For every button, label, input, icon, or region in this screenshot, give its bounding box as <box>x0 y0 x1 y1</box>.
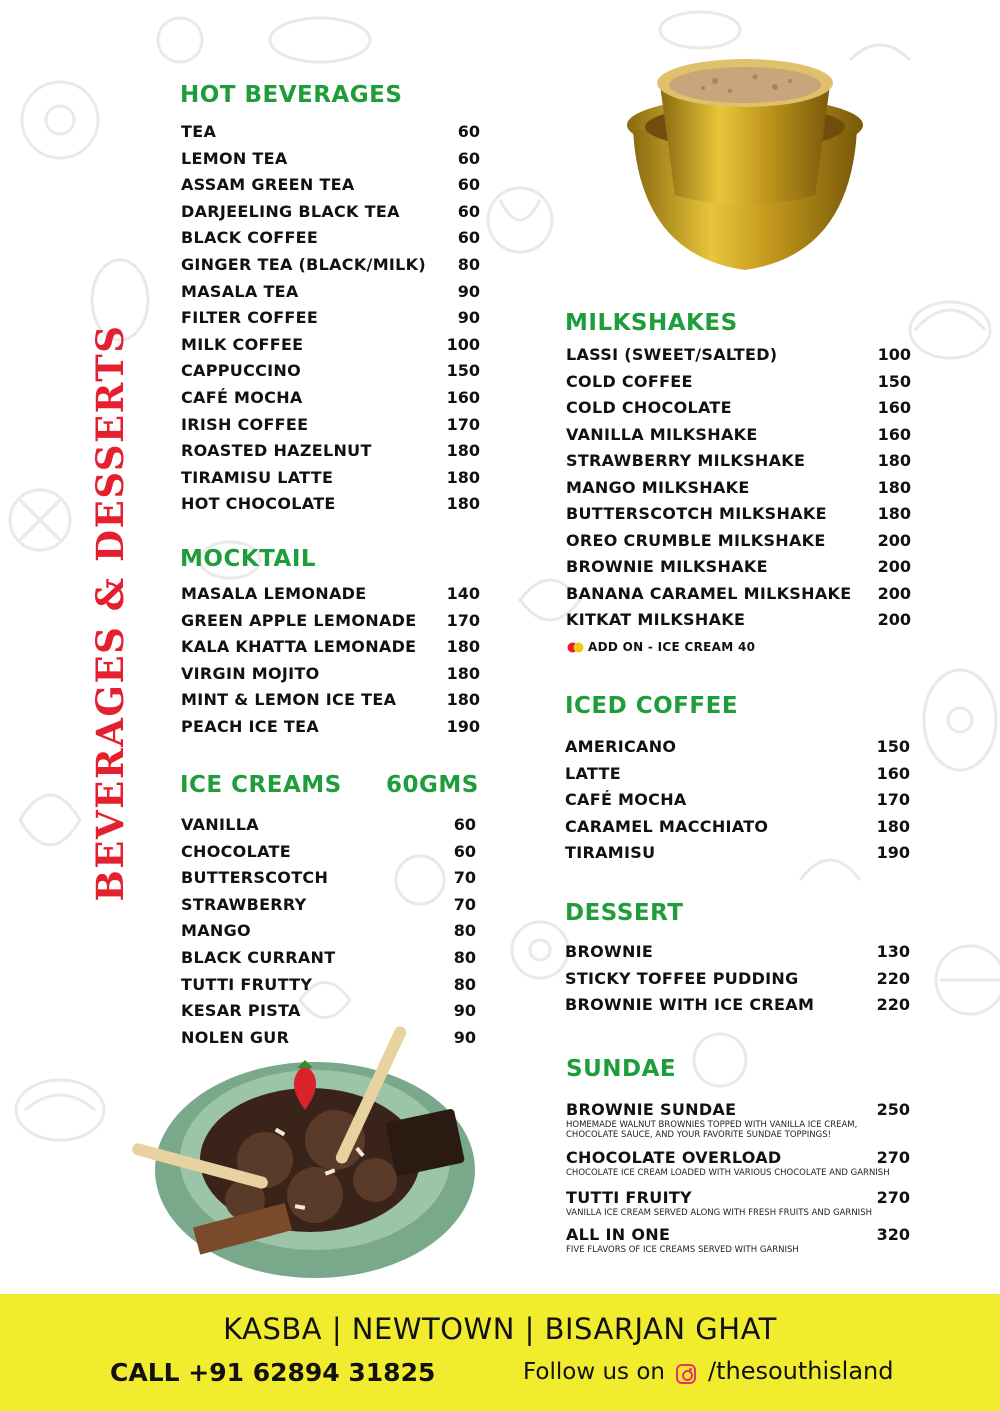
sundae-item-name: ALL IN ONE <box>566 1225 671 1244</box>
menu-item-name: TIRAMISU <box>565 843 656 862</box>
menu-item-name: GREEN APPLE LEMONADE <box>181 610 417 630</box>
menu-item-price: 80 <box>453 974 476 994</box>
menu-item-name: HOT CHOCOLATE <box>181 494 336 514</box>
menu-item-name: BLACK CURRANT <box>181 948 336 967</box>
menu-item-name: PEACH ICE TEA <box>181 717 320 736</box>
dessert-title: DESSERT <box>565 900 684 926</box>
menu-item-name: AMERICANO <box>565 737 677 756</box>
menu-item-name: GINGER TEA (BLACK/MILK) <box>181 255 426 274</box>
menu-item-name: CAFÉ MOCHA <box>565 790 687 809</box>
menu-item-price: 80 <box>453 948 476 967</box>
menu-item-price: 60 <box>457 122 480 141</box>
instagram-icon[interactable] <box>676 1364 696 1384</box>
menu-item-name: KALA KHATTA LEMONADE <box>181 637 417 657</box>
menu-item-price: 170 <box>446 414 480 434</box>
menu-item-name: CARAMEL MACCHIATO <box>565 816 769 836</box>
side-title: BEVERAGES & DESSERTS <box>88 324 132 901</box>
menu-item-price: 180 <box>446 441 480 461</box>
addon-icon <box>567 642 584 653</box>
footer <box>0 1294 1000 1411</box>
menu-item-price: 180 <box>446 637 480 657</box>
menu-item-name: NOLEN GUR <box>181 1027 290 1047</box>
menu-item-name: BROWNIE WITH ICE CREAM <box>565 995 815 1014</box>
menu-item-name: VANILLA MILKSHAKE <box>566 424 758 444</box>
filter-coffee-image <box>615 55 875 285</box>
menu-item-name: CAFÉ MOCHA <box>181 388 303 407</box>
menu-item-name: VANILLA <box>181 815 259 834</box>
menu-item-price: 60 <box>453 841 476 861</box>
menu-item-name: BROWNIE MILKSHAKE <box>566 557 768 576</box>
menu-item-name: BUTTERSCOTCH MILKSHAKE <box>566 504 827 523</box>
menu-item-price: 180 <box>446 494 480 514</box>
hot-beverages-title: HOT BEVERAGES <box>180 82 403 108</box>
menu-item-price: 130 <box>876 942 910 961</box>
menu-item-price: 60 <box>457 201 480 221</box>
sundae-item-description: CHOCOLATE ICE CREAM LOADED WITH VARIOUS CHOCOLATE AND GARNISH <box>566 1168 890 1178</box>
menu-item-name: LEMON TEA <box>181 148 288 168</box>
menu-item-price: 170 <box>876 790 910 809</box>
menu-item-price: 180 <box>877 451 911 470</box>
ice-creams-size: 60GMS <box>386 772 479 798</box>
menu-item-name: FILTER COFFEE <box>181 308 319 328</box>
menu-item-price: 180 <box>877 477 911 497</box>
sundae-item-description: FIVE FLAVORS OF ICE CREAMS SERVED WITH GARNISH <box>566 1245 799 1255</box>
menu-item-price: 100 <box>446 334 480 354</box>
menu-item-price: 60 <box>457 148 480 168</box>
sundae-item-description: HOMEMADE WALNUT BROWNIES TOPPED WITH VANILLA ICE CREAM, CHOCOLATE SAUCE, AND YOUR FAVORITE SUNDAE TOPPINGS! <box>566 1120 858 1140</box>
menu-item-price: 160 <box>876 763 910 783</box>
addon-text: ADD ON - ICE CREAM 40 <box>588 640 756 654</box>
menu-item-price: 80 <box>453 921 476 941</box>
sundae-item-name: TUTTI FRUITY <box>566 1188 692 1207</box>
menu-item-price: 60 <box>457 175 480 195</box>
menu-item-name: CHOCOLATE <box>181 841 291 861</box>
menu-item-price: 100 <box>877 345 911 364</box>
menu-item-price: 170 <box>446 610 480 630</box>
menu-item-name: TEA <box>181 122 217 141</box>
menu-item-price: 80 <box>457 255 480 274</box>
menu-item-price: 150 <box>446 361 480 381</box>
menu-item-price: 160 <box>446 388 480 407</box>
menu-item-price: 70 <box>453 894 476 914</box>
iced-coffee-title: ICED COFFEE <box>565 693 739 719</box>
menu-item-name: STRAWBERRY <box>181 894 307 914</box>
menu-item-name: ASSAM GREEN TEA <box>181 175 355 195</box>
sundae-item-name: CHOCOLATE OVERLOAD <box>566 1148 782 1167</box>
menu-item-price: 190 <box>446 717 480 736</box>
ice-creams-title: ICE CREAMS <box>180 772 342 798</box>
menu-item-name: STICKY TOFFEE PUDDING <box>565 968 799 988</box>
menu-item-name: DARJEELING BLACK TEA <box>181 201 400 221</box>
menu-item-price: 60 <box>457 228 480 248</box>
menu-item-name: MASALA LEMONADE <box>181 584 367 603</box>
menu-item-name: LATTE <box>565 763 621 783</box>
menu-item-price: 220 <box>876 995 910 1014</box>
menu-item-name: MASALA TEA <box>181 281 299 301</box>
menu-item-price: 70 <box>453 868 476 888</box>
menu-item-price: 190 <box>876 843 910 862</box>
menu-item-price: 180 <box>876 816 910 836</box>
menu-item-name: COLD CHOCOLATE <box>566 398 732 417</box>
menu-item-price: 160 <box>877 398 911 417</box>
menu-item-price: 180 <box>446 467 480 487</box>
menu-item-price: 200 <box>877 557 911 576</box>
menu-item-price: 220 <box>876 968 910 988</box>
menu-item-name: ROASTED HAZELNUT <box>181 441 372 461</box>
mocktail-title: MOCKTAIL <box>180 546 317 572</box>
menu-item-price: 180 <box>446 690 480 710</box>
menu-item-price: 160 <box>877 424 911 444</box>
menu-item-price: 200 <box>877 583 911 603</box>
menu-item-price: 200 <box>877 530 911 550</box>
menu-item-name: MINT & LEMON ICE TEA <box>181 690 397 710</box>
sundae-item-price: 250 <box>876 1100 910 1119</box>
menu-item-price: 90 <box>457 308 480 328</box>
menu-item-price: 180 <box>446 663 480 683</box>
sundae-item-price: 270 <box>876 1148 910 1167</box>
menu-item-price: 90 <box>457 281 480 301</box>
menu-item-price: 150 <box>876 737 910 756</box>
footer-instagram-handle[interactable]: /thesouthisland <box>708 1357 894 1385</box>
menu-item-name: COLD COFFEE <box>566 371 693 391</box>
menu-item-price: 60 <box>453 815 476 834</box>
menu-item-price: 90 <box>453 1001 476 1021</box>
sundae-item-name: BROWNIE SUNDAE <box>566 1100 737 1119</box>
footer-call[interactable]: CALL +91 62894 31825 <box>110 1358 436 1387</box>
menu-item-name: OREO CRUMBLE MILKSHAKE <box>566 530 826 550</box>
menu-item-name: BROWNIE <box>565 942 654 961</box>
menu-item-price: 140 <box>446 584 480 603</box>
sundae-item-price: 320 <box>876 1225 910 1244</box>
menu-item-price: 150 <box>877 371 911 391</box>
menu-item-name: CAPPUCCINO <box>181 361 301 381</box>
menu-item-price: 90 <box>453 1027 476 1047</box>
sundae-item-price: 270 <box>876 1188 910 1207</box>
menu-item-name: TIRAMISU LATTE <box>181 467 334 487</box>
menu-item-name: BANANA CARAMEL MILKSHAKE <box>566 583 852 603</box>
milkshakes-title: MILKSHAKES <box>565 310 738 336</box>
menu-item-price: 180 <box>877 504 911 523</box>
menu-item-name: LASSI (SWEET/SALTED) <box>566 345 778 364</box>
footer-locations: KASBA | NEWTOWN | BISARJAN GHAT <box>223 1312 777 1346</box>
menu-item-name: KESAR PISTA <box>181 1001 301 1021</box>
menu-item-name: MANGO <box>181 921 251 941</box>
menu-item-name: MANGO MILKSHAKE <box>566 477 750 497</box>
menu-item-name: BUTTERSCOTCH <box>181 868 329 888</box>
menu-item-name: MILK COFFEE <box>181 334 304 354</box>
menu-item-name: STRAWBERRY MILKSHAKE <box>566 451 806 470</box>
menu-item-name: TUTTI FRUTTY <box>181 974 313 994</box>
menu-item-name: VIRGIN MOJITO <box>181 663 320 683</box>
menu-item-name: BLACK COFFEE <box>181 228 319 248</box>
menu-item-name: KITKAT MILKSHAKE <box>566 610 746 629</box>
menu-item-name: IRISH COFFEE <box>181 414 309 434</box>
sundae-title: SUNDAE <box>566 1056 677 1082</box>
sundae-image <box>125 1010 505 1285</box>
footer-follow-text: Follow us on <box>523 1359 665 1385</box>
sundae-item-description: VANILLA ICE CREAM SERVED ALONG WITH FRESH FRUITS AND GARNISH <box>566 1208 872 1218</box>
menu-item-price: 200 <box>877 610 911 629</box>
